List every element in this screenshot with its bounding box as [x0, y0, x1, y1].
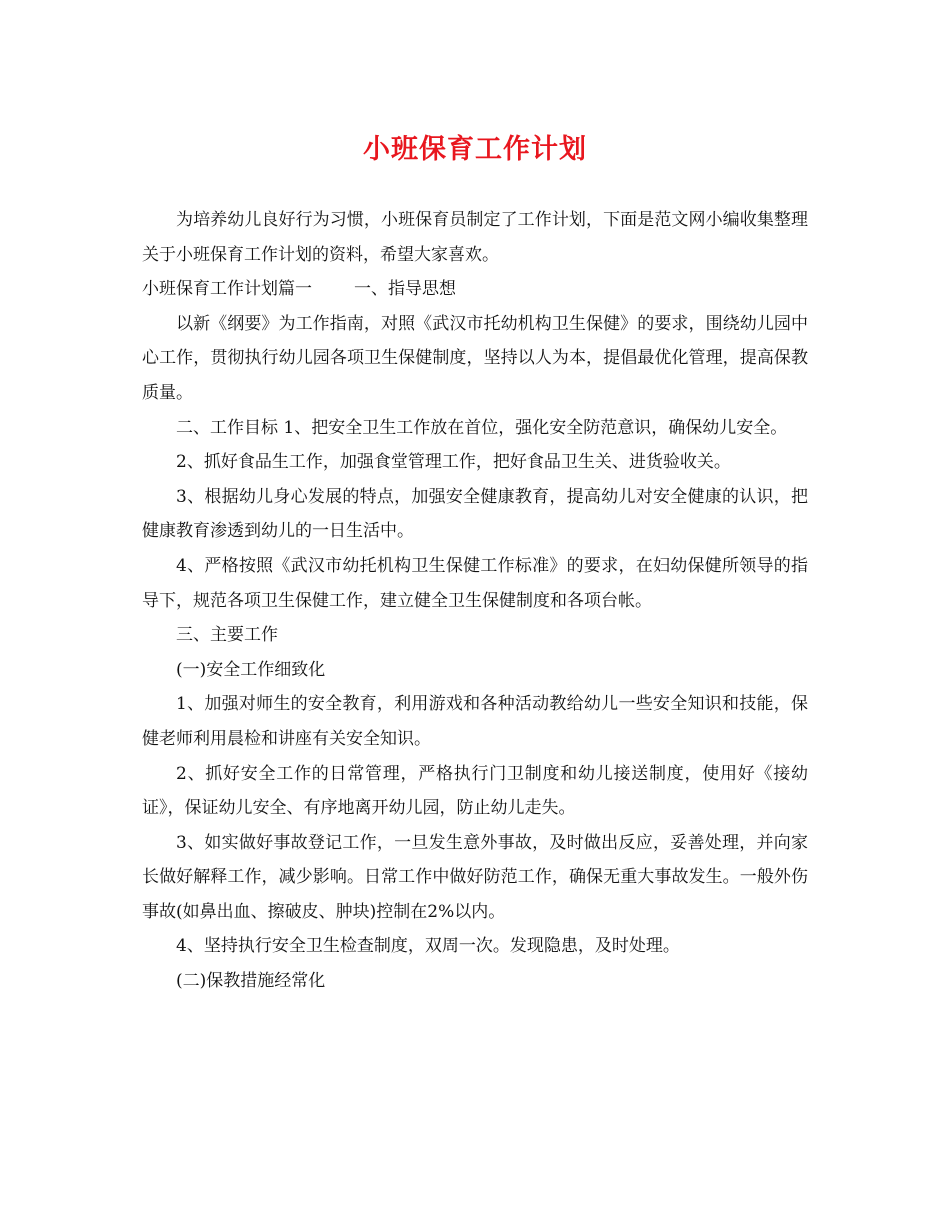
paragraph-goal-2: 2、抓好食品生工作，加强食堂管理工作，把好食品卫生关、进货验收关。: [176, 452, 731, 473]
paragraph-safety-1: 1、加强对师生的安全教育，利用游戏和各种活动教给幼儿一些安全知识和技能，保健老师利用晨检和讲座有关安全知识。: [142, 694, 808, 749]
paragraph-safety-heading: (一)安全工作细致化: [176, 659, 326, 680]
section-one-label: 小班保育工作计划篇一: [142, 279, 312, 300]
paragraph-care-heading: (二)保教措施经常化: [176, 971, 326, 992]
paragraph-safety-2: 2、抓好安全工作的日常管理，严格执行门卫制度和幼儿接送制度，使用好《接幼证》，保证幼儿安全、有序地离开幼儿园，防止幼儿走失。: [142, 763, 808, 819]
paragraph-intro: 为培养幼儿良好行为习惯，小班保育员制定了工作计划，下面是范文网小编收集整理关于小班保育工作计划的资料，希望大家喜欢。: [142, 210, 808, 265]
paragraph-guiding-thought: 以新《纲要》为工作指南，对照《武汉市托幼机构卫生保健》的要求，围绕幼儿园中心工作，贯彻执行幼儿园各项卫生保健制度，坚持以人为本，提倡最优化管理，提高保教质量。: [142, 313, 808, 403]
paragraph-goal-4: 4、严格按照《武汉市幼托机构卫生保健工作标准》的要求，在妇幼保健所领导的指导下，规范各项卫生保健工作，建立健全卫生保健制度和各项台帐。: [142, 555, 808, 611]
paragraph-goal-1: 二、工作目标 1、把安全卫生工作放在首位，强化安全防范意识，确保幼儿安全。: [176, 417, 788, 438]
document-title: 小班保育工作计划: [363, 134, 587, 165]
paragraph-main-work-heading: 三、主要工作: [176, 625, 278, 646]
paragraph-goal-3: 3、根据幼儿身心发展的特点，加强安全健康教育，提高幼儿对安全健康的认识，把健康教育渗透到幼儿的一日生活中。: [142, 486, 808, 542]
paragraph-safety-4: 4、坚持执行安全卫生检查制度，双周一次。发现隐患，及时处理。: [176, 936, 680, 957]
paragraph-section-one-heading: [142, 272, 808, 307]
guiding-thought-heading: 一、指导思想: [354, 279, 456, 300]
document-body: [142, 203, 808, 999]
paragraph-safety-3: 3、如实做好事故登记工作，一旦发生意外事故，及时做出反应，妥善处理，并向家长做好解释工作，减少影响。日常工作中做好防范工作，确保无重大事故发生。一般外伤事故(如鼻出血、擦破皮、肿块)控制在2%以内。: [142, 832, 808, 922]
